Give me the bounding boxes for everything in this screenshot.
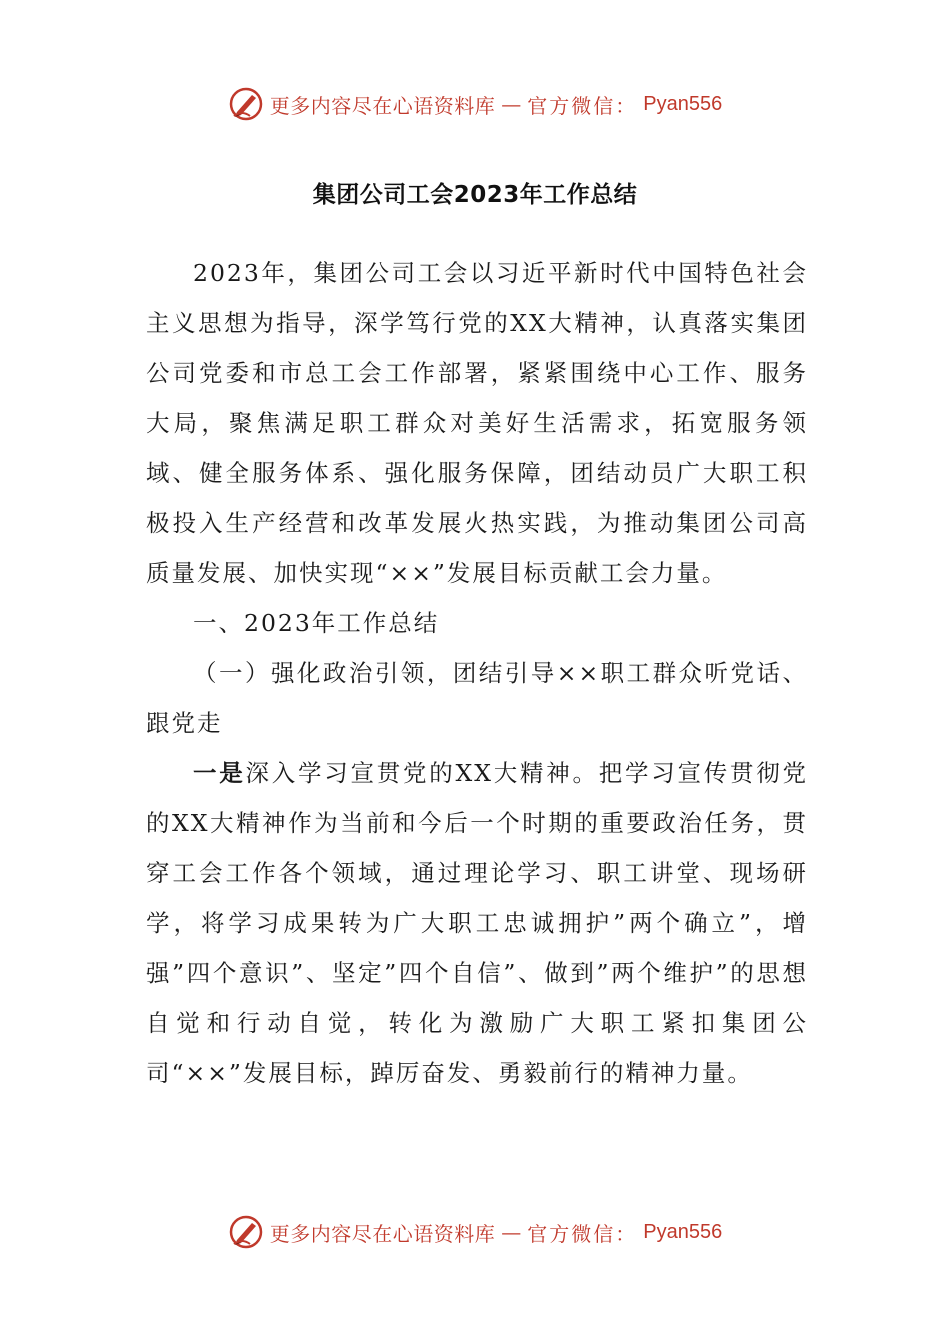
watermark-text: 更多内容尽在心语资料库: [269, 1221, 496, 1246]
watermark-separator: —: [501, 92, 522, 116]
footer-watermark: [0, 1210, 950, 1254]
watermark-wechat-id: Pyan556: [643, 1220, 723, 1243]
header-watermark: [0, 82, 950, 126]
point-paragraph: [146, 748, 808, 1098]
watermark-wechat-label: 官方微信：: [527, 1221, 638, 1246]
point-body: 深入学习宣贯党的XX大精神。把学习宣传贯彻党的XX大精神作为当前和今后一个时期的重要政治任务，贯穿工会工作各个领域，通过理论学习、职工讲堂、现场研学，将学习成果转为广大职工忠诚拥护”两个确立”，增强”四个意识”、坚定”四个自信”、做到”两个维护”的思想自觉和行动自觉，转化为激励广大职工紧扣集团公司“××”发展目标，踔厉奋发、勇毅前行的精神力量。: [146, 759, 809, 1087]
section-heading: 一、2023年工作总结: [193, 609, 440, 637]
intro-paragraph: 2023年，集团公司工会以习近平新时代中国特色社会主义思想为指导，深学笃行党的XX大精神，认真落实集团公司党委和市总工会工作部署，紧紧围绕中心工作、服务大局，聚焦满足职工群众对美好生活需求，拓宽服务领域、健全服务体系、强化服务保障，团结动员广大职工积极投入生产经营和改革发展火热实践，为推动集团公司高质量发展、加快实现“××”发展目标贡献工会力量。: [146, 259, 808, 587]
pen-logo-icon: [228, 86, 264, 122]
document-body: [146, 248, 808, 1098]
document-title: 集团公司工会2023年工作总结: [312, 182, 638, 208]
subsection-heading: （一）强化政治引领，团结引导××职工群众听党话、跟党走: [146, 659, 808, 737]
watermark-text: 更多内容尽在心语资料库: [269, 93, 496, 118]
pen-logo-icon: [228, 1214, 264, 1250]
watermark-wechat-id: Pyan556: [643, 92, 723, 115]
point-lead: 一是: [193, 759, 246, 787]
watermark-wechat-label: 官方微信：: [527, 93, 638, 118]
watermark-separator: —: [501, 1220, 522, 1244]
